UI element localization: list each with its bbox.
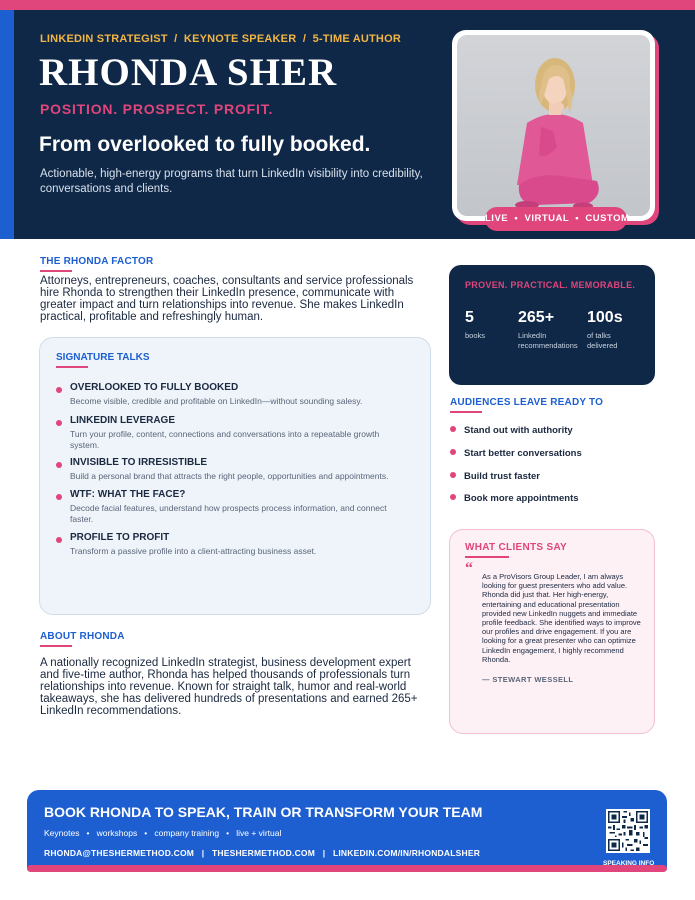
delivery-formats-badge: LIVE • VIRTUAL • CUSTOM — [485, 207, 627, 231]
audience-outcome-text: Stand out with authority — [464, 425, 573, 436]
heading-underline — [450, 411, 482, 413]
audience-outcome-text: Book more appointments — [464, 493, 579, 504]
heading-underline — [56, 366, 88, 368]
stat-label: books — [465, 331, 486, 340]
footer-accent-strip — [27, 865, 667, 872]
signature-talks-title: SIGNATURE TALKS — [56, 352, 150, 363]
stat-talks — [587, 309, 632, 351]
hero-side-accent — [0, 10, 14, 239]
audiences-title: AUDIENCES LEAVE READY TO — [450, 397, 604, 408]
tagline: POSITION. PROSPECT. PROFIT. — [40, 101, 274, 117]
talk-description: Build a personal brand that attracts the right people, opportunities and appointments. — [70, 471, 389, 481]
rhonda-factor-body: Attorneys, entrepreneurs, coaches, consultants and service professionals hire Rhonda to strengthen their LinkedIn presence, communicate with greater impact and turn relationships into revenue. She makes LinkedIn practical, profitable and refreshingly human. — [40, 275, 414, 323]
bullet-dot — [56, 462, 62, 468]
heading-underline — [40, 645, 72, 647]
talk-description: Decode facial features, understand how prospects process information, and connect faster. — [70, 503, 387, 524]
talk-title: PROFILE TO PROFIT — [70, 532, 170, 543]
heading-underline — [40, 270, 72, 272]
top-accent-bar — [0, 0, 695, 10]
service-formats: Keynotes • workshops • company training • live + virtual — [44, 828, 282, 838]
bullet-dot — [450, 449, 456, 455]
about-title: ABOUT RHONDA — [40, 631, 125, 642]
bullet-dot — [450, 426, 456, 432]
contact-links[interactable]: RHONDA@THESHERMETHOD.COM | THESHERMETHOD.COM | LINKEDIN.COM/IN/RHONDALSHER — [44, 848, 481, 858]
rhonda-factor-heading — [40, 256, 153, 272]
headline: From overlooked to fully booked. — [39, 133, 371, 156]
quote-mark-icon: “ — [465, 560, 473, 577]
portrait-illustration — [457, 35, 650, 216]
qr-code-icon[interactable] — [606, 809, 650, 853]
signature-talks-heading — [56, 352, 150, 368]
rhonda-factor-title: THE RHONDA FACTOR — [40, 256, 154, 267]
about-body: A nationally recognized LinkedIn strategist, business development expert and five-time author, Rhonda has helped thousands of professionals turn relationships into revenue. Known for straight talk, humor and real-world takeaways, she has delivered hundreds of presentations and earned 265+ LinkedIn recommendations. — [40, 657, 418, 717]
stat-label: LinkedIn recommendations — [518, 331, 578, 350]
qr-caption: SPEAKING INFO — [603, 860, 655, 867]
audience-outcome-text: Start better conversations — [464, 448, 582, 459]
stat-label: of talks delivered — [587, 331, 618, 350]
talk-title: INVISIBLE TO IRRESISTIBLE — [70, 457, 208, 468]
portrait-frame — [452, 30, 655, 221]
stat-value: 5 — [465, 309, 474, 326]
audience-outcome — [450, 493, 579, 504]
booking-call-to-action: BOOK RHONDA TO SPEAK, TRAIN OR TRANSFORM YOUR TEAM — [44, 804, 483, 820]
credentials-line: LINKEDIN STRATEGIST / KEYNOTE SPEAKER / 5-TIME AUTHOR — [40, 33, 401, 45]
stat-books — [465, 309, 510, 341]
stat-value: 100s — [587, 309, 623, 326]
testimonial-quote: As a ProVisors Group Leader, I am always looking for guest presenters who add value. Rhonda did just that. Her high-energy, entertaining and educational presentation provided new LinkedIn nuggets and immediate profile feedback. She identified ways to improve our profiles and drive engagement. If you are looking for a great presenter who can optimize LinkedIn engagement, I highly recommend Rhonda. — [482, 572, 641, 664]
audiences-heading — [450, 397, 603, 413]
talk-description: Become visible, credible and profitable on LinkedIn—without sounding salesy. — [70, 396, 363, 406]
about-heading — [40, 631, 125, 647]
bullet-dot — [56, 537, 62, 543]
stat-value: 265+ — [518, 309, 555, 326]
stat-recommendations — [518, 309, 582, 351]
testimonial-author: — STEWART WESSELL — [482, 675, 574, 684]
talk-title: WTF: WHAT THE FACE? — [70, 489, 186, 500]
qr-code-pattern — [606, 809, 650, 853]
bullet-dot — [56, 494, 62, 500]
audience-outcome — [450, 448, 582, 459]
testimonial-title: WHAT CLIENTS SAY — [465, 542, 568, 553]
audience-outcome-text: Build trust faster — [464, 471, 541, 482]
talk-description: Turn your profile, content, connections and conversations into a repeatable growth system. — [70, 429, 380, 450]
audience-outcome — [450, 425, 573, 436]
bullet-dot — [450, 494, 456, 500]
speaker-portrait — [457, 35, 650, 216]
subheadline: Actionable, high-energy programs that turn LinkedIn visibility into credibility, conversations and clients. — [40, 168, 423, 195]
talk-description: Transform a passive profile into a client-attracting business asset. — [70, 546, 317, 556]
bullet-dot — [56, 387, 62, 393]
talk-title: OVERLOOKED TO FULLY BOOKED — [70, 382, 239, 393]
testimonial-heading — [465, 542, 567, 558]
bullet-dot — [56, 420, 62, 426]
stats-heading: PROVEN. PRACTICAL. MEMORABLE. — [465, 280, 636, 290]
talk-title: LINKEDIN LEVERAGE — [70, 415, 176, 426]
speaker-name: RHONDA SHER — [39, 51, 338, 94]
bullet-dot — [450, 472, 456, 478]
audience-outcome — [450, 471, 540, 482]
heading-underline — [465, 556, 509, 558]
